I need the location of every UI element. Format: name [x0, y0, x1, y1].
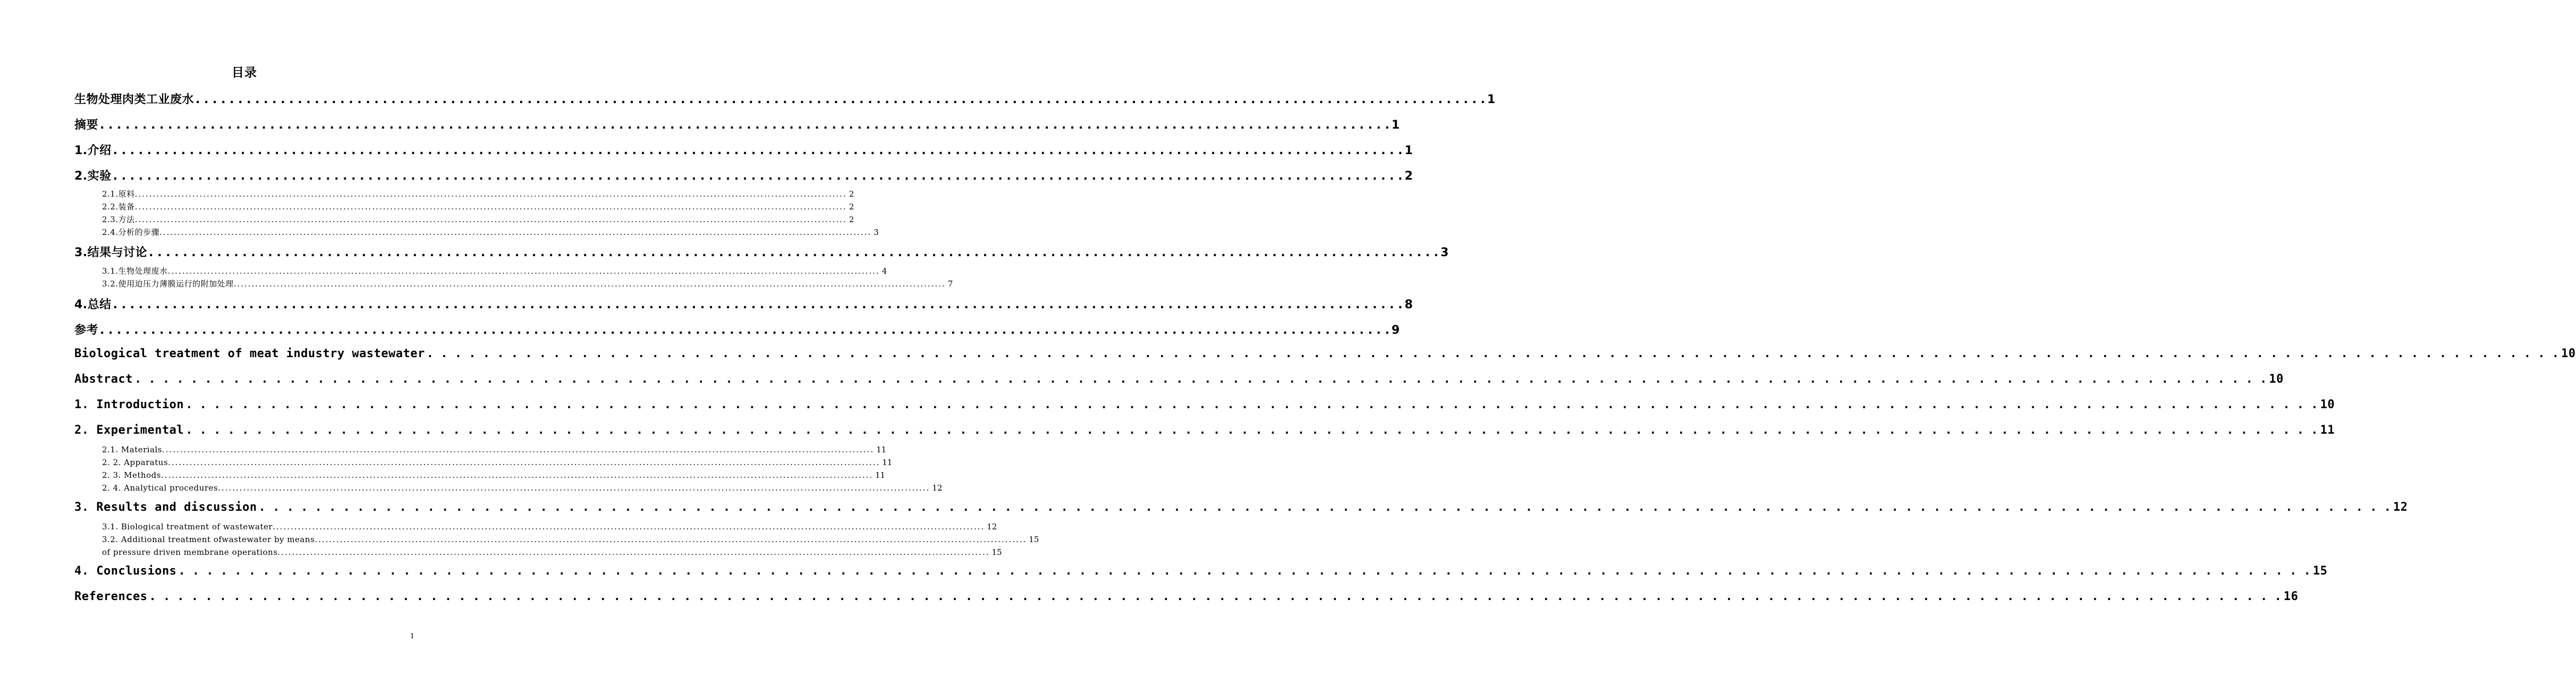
- dot-leader: [184, 424, 2318, 437]
- toc-entry-page: 1: [1391, 119, 1400, 132]
- toc-entry-label: of pressure driven membrane operations: [102, 547, 278, 557]
- toc-entry[interactable]: [74, 90, 1496, 107]
- toc-entry-page: 1: [1404, 144, 1413, 157]
- dot-leader: [147, 246, 1438, 259]
- dot-leader: [147, 590, 2281, 603]
- toc-entry-page: 9: [1391, 324, 1400, 337]
- dot-leader: [98, 324, 1389, 337]
- toc-entry-label: 2. 2. Apparatus: [102, 458, 168, 467]
- toc-entry-page: 11: [882, 458, 893, 467]
- toc-entry-page: 16: [2283, 590, 2299, 603]
- toc-subentry[interactable]: [102, 522, 997, 531]
- toc-entry-page: 10: [2320, 398, 2335, 411]
- toc-entry[interactable]: [74, 564, 2328, 578]
- toc-entry-label: 2. 3. Methods: [102, 470, 161, 480]
- toc-entry-page: 1: [1487, 93, 1496, 106]
- toc-entry-page: 12: [932, 483, 943, 493]
- dot-leader: [135, 202, 847, 212]
- toc-entry[interactable]: [74, 321, 1400, 337]
- toc-entry-page: 8: [1404, 298, 1413, 311]
- dot-leader: [162, 445, 874, 454]
- toc-subentry[interactable]: [102, 265, 887, 276]
- toc-subentry[interactable]: [102, 535, 1039, 544]
- toc-entry-page: 2: [849, 215, 854, 224]
- dot-leader: [176, 564, 2310, 578]
- toc-entry-label: 4.总结: [74, 298, 112, 311]
- toc-entry-page: 11: [875, 470, 886, 480]
- toc-entry-label: 4. Conclusions: [74, 564, 177, 578]
- toc-entry-label: 3.1.生物处理废水: [102, 266, 168, 276]
- dot-leader: [257, 501, 2391, 514]
- dot-leader: [194, 93, 1485, 106]
- toc-entry[interactable]: [74, 167, 1413, 183]
- toc-subentry[interactable]: [102, 278, 953, 289]
- toc-entry-page: 3: [874, 227, 879, 237]
- dot-leader: [273, 522, 985, 531]
- toc-entry-label: 2.3.方法: [102, 215, 135, 224]
- dot-leader: [218, 483, 930, 493]
- toc-subentry[interactable]: [102, 458, 893, 467]
- toc-entry-page: 12: [2393, 501, 2408, 514]
- toc-entry[interactable]: [74, 116, 1400, 132]
- toc-entry[interactable]: [74, 296, 1413, 312]
- toc-entry-page: 10: [2269, 373, 2284, 386]
- toc-entry-page: 12: [987, 522, 997, 531]
- toc-entry-page: 4: [882, 266, 887, 276]
- toc-subentry[interactable]: [102, 188, 854, 199]
- dot-leader: [159, 227, 871, 237]
- dot-leader: [112, 298, 1403, 311]
- page-number: 1: [410, 632, 414, 640]
- dot-leader: [133, 373, 2267, 386]
- toc-entry-page: 10: [2561, 347, 2576, 360]
- toc-entry-label: 3.1. Biological treatment of wastewater: [102, 522, 273, 531]
- dot-leader: [135, 215, 847, 224]
- toc-entry[interactable]: [74, 424, 2335, 437]
- dot-leader: [425, 347, 2559, 360]
- toc-entry-page: 2: [849, 202, 854, 212]
- toc-entry-page: 15: [992, 547, 1002, 557]
- toc-entry-page: 15: [2312, 564, 2328, 578]
- dot-leader: [184, 398, 2318, 411]
- toc-entry-page: 2: [1404, 170, 1413, 183]
- toc-entry-label: Biological treatment of meat industry wastewater: [74, 347, 425, 360]
- toc-entry-label: 参考: [74, 324, 99, 337]
- toc-entry-label: 2.实验: [74, 170, 112, 183]
- toc-entry-label: 3.结果与讨论: [74, 246, 148, 259]
- toc-entry-label: 1. Introduction: [74, 398, 184, 411]
- toc-entry-label: 3. Results and discussion: [74, 501, 257, 514]
- toc-entry-label: 2.1. Materials: [102, 445, 163, 454]
- toc-subentry[interactable]: [102, 445, 887, 454]
- toc-entry-page: 3: [1440, 246, 1449, 259]
- dot-leader: [168, 458, 880, 467]
- toc-entry-label: 1.介绍: [74, 144, 112, 157]
- toc-entry[interactable]: [74, 590, 2299, 603]
- toc-entry[interactable]: [74, 373, 2284, 386]
- toc-entry[interactable]: [74, 141, 1413, 158]
- toc-entry-label: Abstract: [74, 373, 133, 386]
- toc-entry-label: 2.4.分析的步骤: [102, 227, 160, 237]
- toc-subentry[interactable]: [102, 547, 1002, 557]
- toc-entry-page: 15: [1029, 535, 1039, 544]
- toc-entry[interactable]: [74, 501, 2408, 514]
- toc-entry-label: 摘要: [74, 119, 99, 132]
- dot-leader: [277, 547, 989, 557]
- dot-leader: [112, 170, 1403, 183]
- toc-entry-label: 2.1.原料: [102, 189, 135, 199]
- dot-leader: [98, 119, 1389, 132]
- toc-entry[interactable]: [74, 243, 1449, 260]
- toc-entry-label: References: [74, 590, 148, 603]
- toc-entry-page: 2: [849, 189, 854, 199]
- toc-entry-label: 3.2.使用迫压力薄膜运行的附加处理: [102, 279, 234, 289]
- dot-leader: [315, 535, 1027, 544]
- dot-leader: [135, 189, 847, 199]
- toc-entry-label: 生物处理肉类工业废水: [74, 93, 194, 106]
- toc-entry-label: 3.2. Additional treatment ofwastewater by means: [102, 535, 315, 544]
- toc-subentry[interactable]: [102, 470, 886, 480]
- dot-leader: [161, 470, 873, 480]
- toc-subentry[interactable]: [102, 226, 879, 238]
- dot-leader: [234, 279, 946, 289]
- dot-leader: [168, 266, 880, 276]
- toc-subentry[interactable]: [102, 214, 854, 225]
- toc-entry-label: 2.2.装备: [102, 202, 135, 212]
- toc-entry-label: 2. 4. Analytical procedures: [102, 483, 218, 493]
- toc-entry-page: 7: [947, 279, 953, 289]
- toc-entry[interactable]: [74, 398, 2335, 411]
- toc-entry-page: 11: [2320, 424, 2335, 437]
- dot-leader: [112, 144, 1403, 157]
- toc-entry-page: 11: [876, 445, 887, 454]
- toc-entry[interactable]: [74, 347, 2576, 360]
- toc-entry-label: 2. Experimental: [74, 424, 184, 437]
- toc-subentry[interactable]: [102, 483, 943, 493]
- toc-subentry[interactable]: [102, 201, 854, 212]
- toc-title: 目录: [232, 66, 257, 80]
